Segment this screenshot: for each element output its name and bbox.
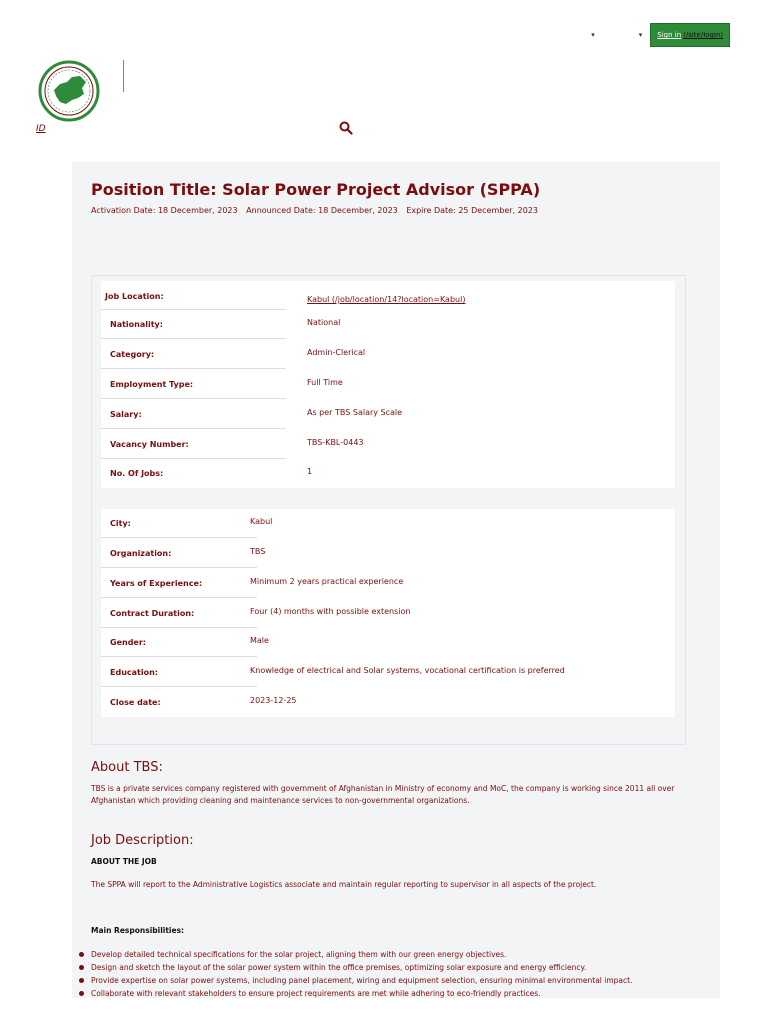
account-dropdown-caret-icon[interactable]: ▾ — [638, 31, 643, 39]
row-value: 2023-12-25 — [250, 696, 297, 705]
list-item: Collaborate with relevant stakeholders to ensure project requirements are met while adhering to eco-friendly practices. — [79, 987, 632, 1000]
about-text: TBS is a private services company registered with government of Afghanistan in Ministry of economy and MoC, the company is working since 2011 all over Afghanistan which providing cleaning and maintenance services to non-governmental organizations. — [91, 784, 675, 805]
row-label: Category: — [101, 340, 286, 369]
language-dropdown-caret-icon[interactable]: ▾ — [591, 31, 595, 39]
job-location-link-text[interactable]: Kabul (/job/location/14?location=Kabul) — [307, 295, 466, 304]
row-label: Organization: — [101, 539, 257, 568]
logo-caption[interactable]: ID — [36, 124, 46, 134]
responsibilities-title: Main Responsibilities: — [91, 926, 185, 935]
table-row — [101, 340, 675, 370]
row-value: Minimum 2 years practical experience — [250, 577, 404, 586]
table-row — [101, 658, 675, 688]
announced-date: Announced Date: 18 December, 2023 — [246, 206, 398, 215]
search-icon[interactable] — [339, 121, 353, 135]
job-description-heading: Job Description: — [91, 833, 194, 848]
top-bar — [591, 22, 730, 48]
table-row — [101, 599, 675, 629]
table-row — [101, 430, 675, 460]
row-label: City: — [101, 509, 257, 538]
about-heading: About TBS: — [91, 760, 163, 775]
row-value: TBS-KBL-0443 — [307, 438, 364, 447]
job-description-text: The SPPA will report to the Administrative Logistics associate and maintain regular reporting to supervisor in all aspects of the project. — [91, 880, 597, 889]
table-row — [101, 370, 675, 400]
row-value: Knowledge of electrical and Solar systems, vocational certification is preferred — [250, 666, 565, 675]
row-value: As per TBS Salary Scale — [307, 408, 403, 417]
table-row — [101, 400, 675, 430]
table-row — [101, 628, 675, 658]
table-row — [101, 569, 675, 599]
about-the-job-label: ABOUT THE JOB — [91, 857, 157, 866]
details-table-primary — [101, 281, 675, 488]
list-item: Develop detailed technical specifications for the solar project, aligning them with our green energy objectives. — [79, 948, 632, 961]
job-dates — [91, 206, 544, 215]
table-row — [101, 459, 675, 489]
table-row — [101, 688, 675, 718]
row-label: Vacancy Number: — [101, 430, 286, 459]
table-row — [101, 283, 675, 313]
list-item: Provide expertise on solar power systems, including panel placement, wiring and equipment selection, ensuring minimal environmental impact. — [79, 974, 632, 987]
row-label: Employment Type: — [101, 370, 286, 399]
row-label: Close date: — [110, 698, 161, 707]
row-label: Gender: — [101, 628, 257, 657]
row-label: Nationality: — [101, 310, 286, 339]
row-value: Male — [250, 636, 269, 645]
emblem-logo[interactable] — [34, 60, 104, 122]
header-divider — [123, 60, 124, 92]
row-value: Four (4) months with possible extension — [250, 607, 411, 616]
row-label: Education: — [101, 658, 257, 687]
activation-date: Activation Date: 18 December, 2023 — [91, 206, 238, 215]
sign-in-path[interactable]: (/site/login) — [683, 31, 723, 39]
row-label: Contract Duration: — [101, 599, 257, 628]
expire-date: Expire Date: 25 December, 2023 — [406, 206, 538, 215]
row-value: Full Time — [307, 378, 343, 387]
responsibilities-list — [79, 948, 632, 1000]
sign-in-button[interactable] — [650, 23, 730, 47]
row-label: No. Of Jobs: — [110, 469, 164, 478]
row-label: Job Location: — [101, 283, 286, 310]
row-value: Admin-Clerical — [307, 348, 366, 357]
row-value: 1 — [307, 467, 313, 476]
table-row — [101, 539, 675, 569]
list-item: Design and sketch the layout of the solar power system within the office premises, optimizing solar exposure and energy efficiency. — [79, 961, 632, 974]
table-row — [101, 310, 675, 340]
sign-in-label[interactable]: Sign in — [657, 31, 682, 39]
row-value: National — [307, 318, 341, 327]
table-row — [101, 509, 675, 539]
page-title: Position Title: Solar Power Project Advisor (SPPA) — [91, 180, 541, 199]
row-label: Salary: — [101, 400, 286, 429]
row-label: Years of Experience: — [101, 569, 257, 598]
row-value: TBS — [250, 547, 266, 556]
row-value: Kabul — [250, 517, 273, 526]
details-table-secondary — [101, 509, 675, 717]
